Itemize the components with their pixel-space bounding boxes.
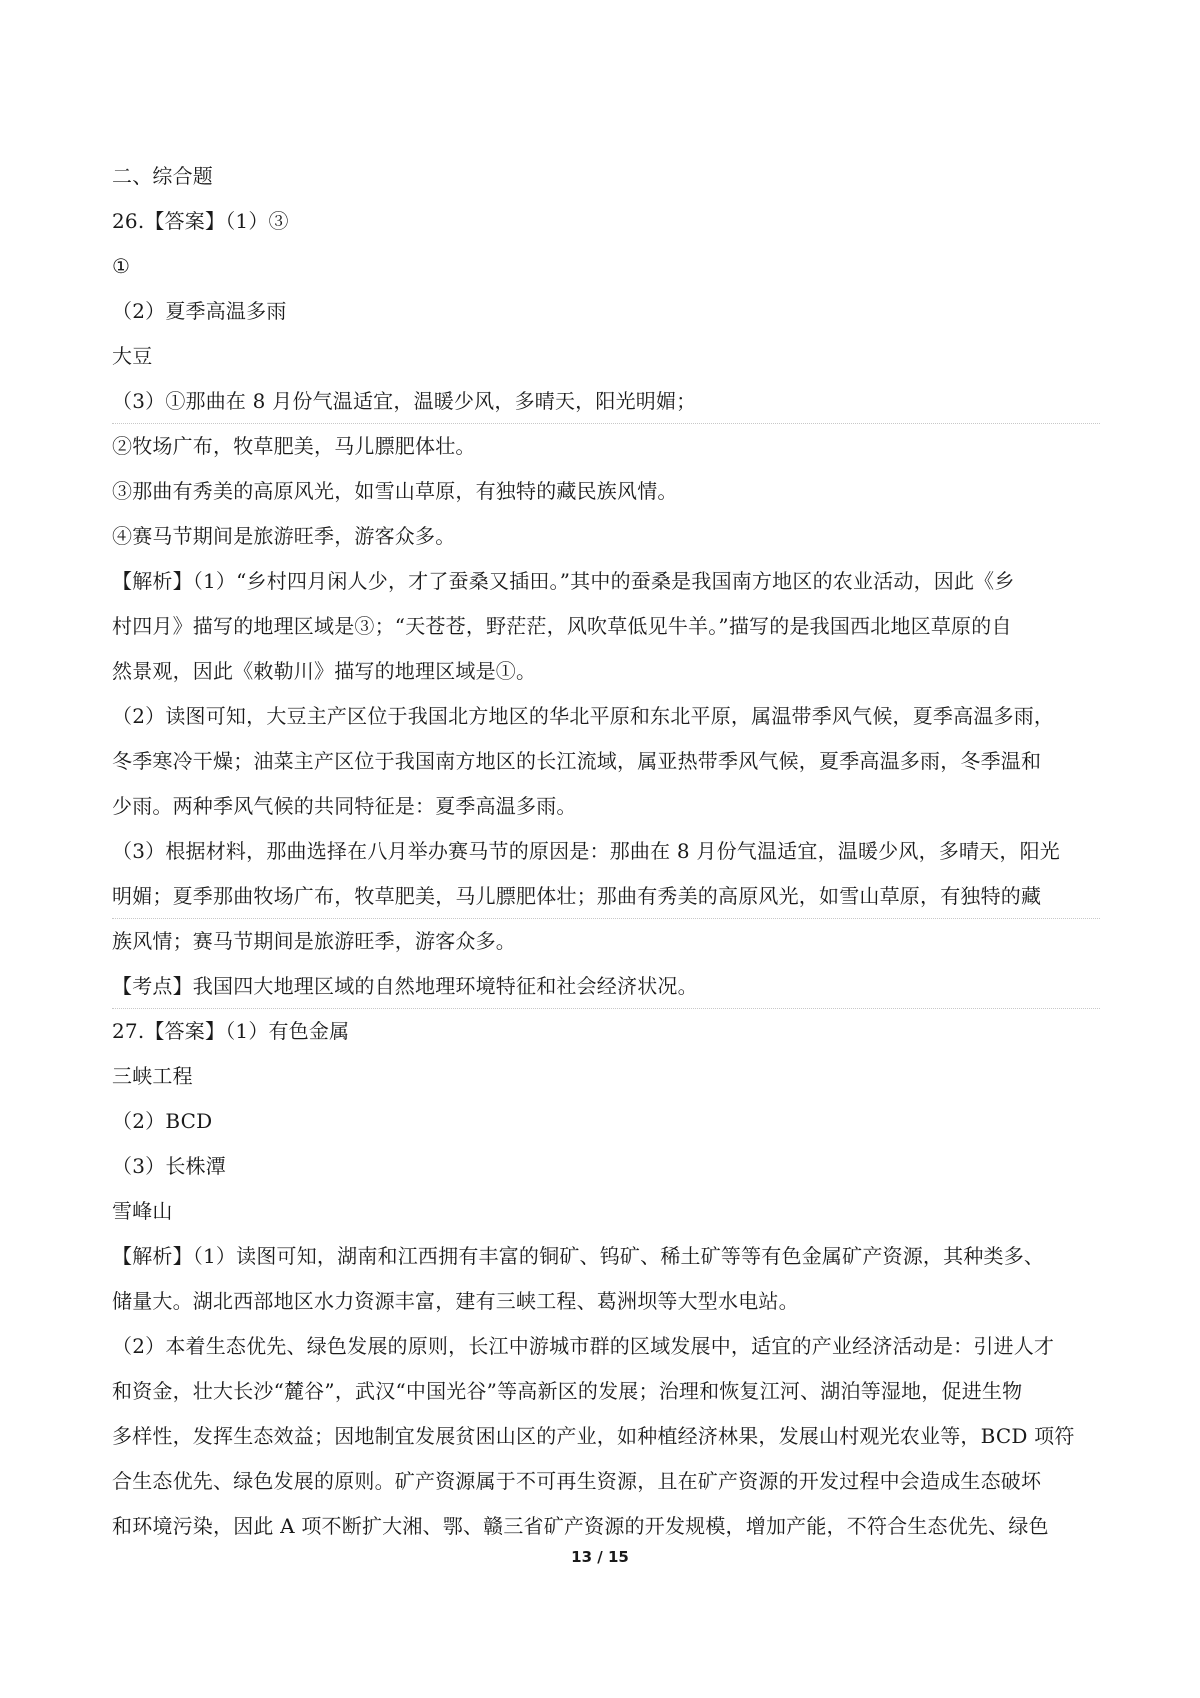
text-line: （3）根据材料，那曲选择在八月举办赛马节的原因是：那曲在 8 月份气温适宜，温暖少风，多晴天，阳光	[112, 839, 1060, 863]
key-point-26-line: 【考点】我国四大地理区域的自然地理环境特征和社会经济状况。	[112, 964, 1100, 1009]
analysis-27-line: 【解析】（1）读图可知，湖南和江西拥有丰富的铜矿、钨矿、稀土矿等等有色金属矿产资源，其种类多、	[112, 1244, 1045, 1268]
text-line: ③那曲有秀美的高原风光，如雪山草原，有独特的藏民族风情。	[112, 479, 678, 503]
answer-26-heading: 26.【答案】（1）③	[112, 209, 289, 233]
text-line: 族风情；赛马节期间是旅游旺季，游客众多。	[112, 929, 516, 953]
text-line: 和环境污染，因此 A 项不断扩大湘、鄂、赣三省矿产资源的开发规模，增加产能，不符合生态优先、绿色	[112, 1514, 1049, 1538]
text-line: 多样性，发挥生态效益；因地制宜发展贫困山区的产业，如种植经济林果，发展山村观光农业等，BCD 项符	[112, 1424, 1075, 1448]
text-line: 冬季寒冷干燥；油菜主产区位于我国南方地区的长江流域，属亚热带季风气候，夏季高温多雨，冬季温和	[112, 749, 1042, 773]
analysis-26-line: 【解析】（1）“乡村四月闲人少，才了蚕桑又插田。”其中的蚕桑是我国南方地区的农业活动，因此《乡	[112, 569, 1015, 593]
text-line: （2）本着生态优先、绿色发展的原则，长江中游城市群的区域发展中，适宜的产业经济活动是：引进人才	[112, 1334, 1055, 1358]
section-heading: 二、综合题	[112, 164, 213, 188]
text-line: 三峡工程	[112, 1064, 193, 1088]
text-line: 然景观，因此《敕勒川》描写的地理区域是①。	[112, 659, 537, 683]
text-line: 储量大。湖北西部地区水力资源丰富，建有三峡工程、葛洲坝等大型水电站。	[112, 1289, 799, 1313]
text-line: （2）读图可知，大豆主产区位于我国北方地区的华北平原和东北平原，属温带季风气候，夏季高温多雨，	[112, 704, 1055, 728]
text-line: 大豆	[112, 344, 153, 368]
document-body	[112, 154, 1100, 1549]
answer-27-heading: 27.【答案】（1）有色金属	[112, 1019, 350, 1043]
text-line: （3）长株潭	[112, 1154, 226, 1178]
page-number: 13 / 15	[571, 1548, 629, 1566]
text-line: 和资金，壮大长沙“麓谷”，武汉“中国光谷”等高新区的发展；治理和恢复江河、湖泊等湿地，促进生物	[112, 1379, 1023, 1403]
text-line: （2）夏季高温多雨	[112, 299, 287, 323]
text-line: ④赛马节期间是旅游旺季，游客众多。	[112, 524, 456, 548]
text-line: 合生态优先、绿色发展的原则。矿产资源属于不可再生资源，且在矿产资源的开发过程中会造成生态破坏	[112, 1469, 1042, 1493]
text-line: ②牧场广布，牧草肥美，马儿膘肥体壮。	[112, 434, 476, 458]
text-line: 明媚；夏季那曲牧场广布，牧草肥美，马儿膘肥体壮；那曲有秀美的高原风光，如雪山草原，有独特的藏	[112, 874, 1100, 919]
text-line: 村四月》描写的地理区域是③；“天苍苍，野茫茫，风吹草低见牛羊。”描写的是我国西北地区草原的自	[112, 614, 1012, 638]
text-line: 少雨。两种季风气候的共同特征是：夏季高温多雨。	[112, 794, 577, 818]
text-line: （3）①那曲在 8 月份气温适宜，温暖少风，多晴天，阳光明媚；	[112, 379, 1100, 424]
text-line: 雪峰山	[112, 1199, 173, 1223]
text-line: （2）BCD	[112, 1109, 213, 1133]
text-line: ①	[112, 254, 131, 278]
